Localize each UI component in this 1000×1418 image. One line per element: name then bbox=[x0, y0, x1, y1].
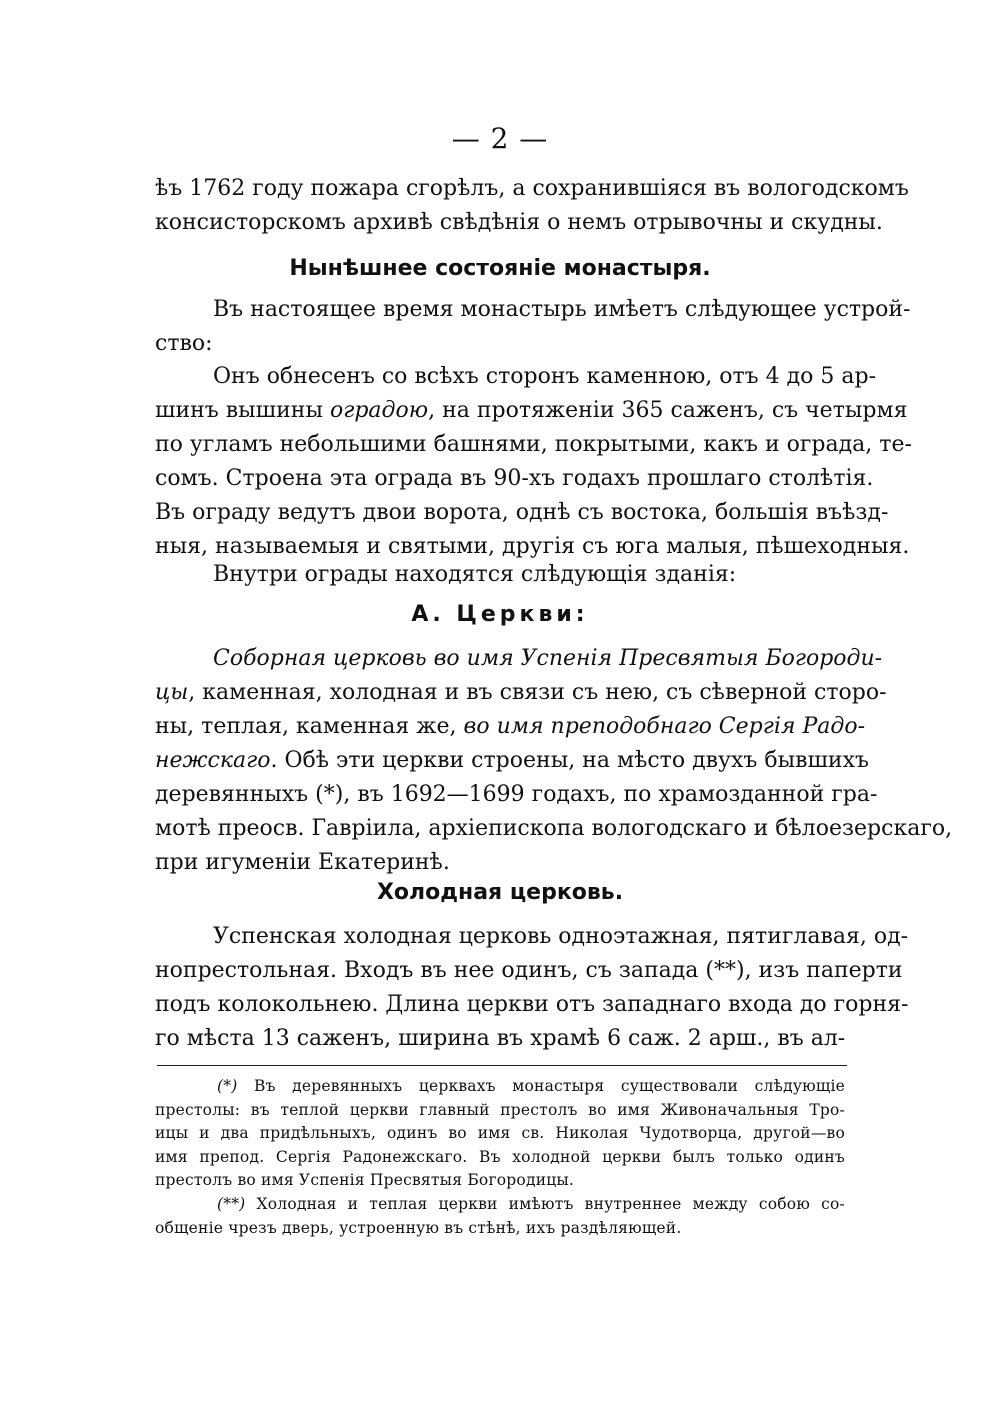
text-line: Соборная церковь во имя Успенія Пресвятыя Богороди- bbox=[213, 646, 883, 671]
section-heading-churches: А. Церкви: bbox=[411, 602, 589, 627]
text-line: нежскаго. Обѣ эти церкви строены, на мѣсто двухъ бывшихъ bbox=[155, 748, 870, 773]
footnote-1 bbox=[155, 1075, 845, 1193]
footnote-line: престолъ во имя Успенія Пресвятыя Богородицы. bbox=[155, 1171, 575, 1189]
page-number: — 2 — bbox=[451, 122, 549, 155]
text-line: по угламъ небольшими башнями, покрытыми, какъ и ограда, те- bbox=[155, 432, 912, 457]
text-line: ѣъ 1762 году пожара сгорѣлъ, а сохранившіяся въ вологодскомъ bbox=[155, 176, 909, 201]
footnote-line: (*) Въ деревянныхъ церквахъ монастыря существовали слѣдующіе bbox=[217, 1077, 845, 1095]
intro-paragraph bbox=[155, 172, 909, 240]
text-line: Въ настоящее время монастырь имѣетъ слѣдующее устрой- bbox=[213, 297, 911, 322]
text-line: ны, теплая, каменная же, во имя преподобнаго Сергія Радо- bbox=[155, 714, 865, 739]
footnote-line: престолы: въ теплой церкви главный престолъ во имя Живоначальныя Тро- bbox=[155, 1100, 845, 1119]
text-line: ныя, называемыя и святыми, другія съ юга малыя, пѣшеходныя. bbox=[155, 534, 910, 559]
paragraph-arrangement bbox=[155, 293, 911, 361]
text-line: Въ ограду ведутъ двои ворота, однѣ съ востока, большія въѣзд- bbox=[155, 500, 889, 525]
footnote-line: (**) Холодная и теплая церкви имѣютъ внутреннее между собою со- bbox=[217, 1195, 845, 1213]
footnote-divider bbox=[157, 1065, 847, 1066]
text-line: деревянныхъ (*), въ 1692—1699 годахъ, по храмозданной гра- bbox=[155, 782, 878, 807]
text-line: консисторскомъ архивѣ свѣдѣнія о немъ отрывочны и скудны. bbox=[155, 210, 883, 235]
text-line: шинъ вышины оградою, на протяженіи 365 саженъ, съ четырмя bbox=[155, 398, 908, 423]
paragraph-fence bbox=[155, 360, 912, 564]
footnote-line: имя препод. Сергія Радонежскаго. Въ холодной церкви былъ только одинъ bbox=[155, 1147, 845, 1166]
footnote-line: ицы и два придѣльныхъ, одинъ во имя св. Николая Чудотворца, другой—во bbox=[155, 1124, 845, 1142]
text-line: нопрестольная. Входъ въ нее одинъ, съ запада (**), изъ паперти bbox=[155, 958, 903, 983]
footnote-line: общеніе чрезъ дверь, устроенную въ стѣнѣ, ихъ раздѣляющей. bbox=[155, 1218, 682, 1237]
text-line: ство: bbox=[155, 331, 213, 356]
text-line: при игуменіи Екатеринѣ. bbox=[155, 850, 450, 875]
footnote-mark: (**) bbox=[217, 1195, 246, 1213]
text-line: мотѣ преосв. Гавріила, архіепископа вологодскаго и бѣлоезерскаго, bbox=[155, 816, 953, 841]
footnote-2 bbox=[155, 1193, 845, 1240]
text-line: подъ колокольнею. Длина церкви отъ западнаго входа до горня- bbox=[155, 992, 909, 1017]
text-line: го мѣста 13 саженъ, ширина въ храмѣ 6 саж. 2 арш., въ ал- bbox=[155, 1026, 846, 1051]
section-heading-current-state: Нынѣшнее состояніе монастыря. bbox=[289, 256, 711, 281]
paragraph-cathedral bbox=[155, 642, 953, 880]
text-line: Онъ обнесенъ со всѣхъ сторонъ каменною, отъ 4 до 5 ар- bbox=[213, 364, 877, 389]
text-line: Внутри ограды находятся слѣдующія зданія: bbox=[213, 562, 737, 587]
footnote-mark: (*) bbox=[217, 1077, 238, 1095]
text-line: сомъ. Строена эта ограда въ 90-хъ годахъ прошлаго столѣтія. bbox=[155, 466, 874, 491]
paragraph-buildings bbox=[155, 558, 845, 592]
paragraph-cold-church bbox=[155, 920, 909, 1056]
text-line: цы, каменная, холодная и въ связи съ нею, съ сѣверной сторо- bbox=[155, 680, 887, 705]
text-line: Успенская холодная церковь одноэтажная, пятиглавая, од- bbox=[213, 924, 909, 949]
section-heading-cold-church: Холодная церковь. bbox=[376, 880, 624, 905]
